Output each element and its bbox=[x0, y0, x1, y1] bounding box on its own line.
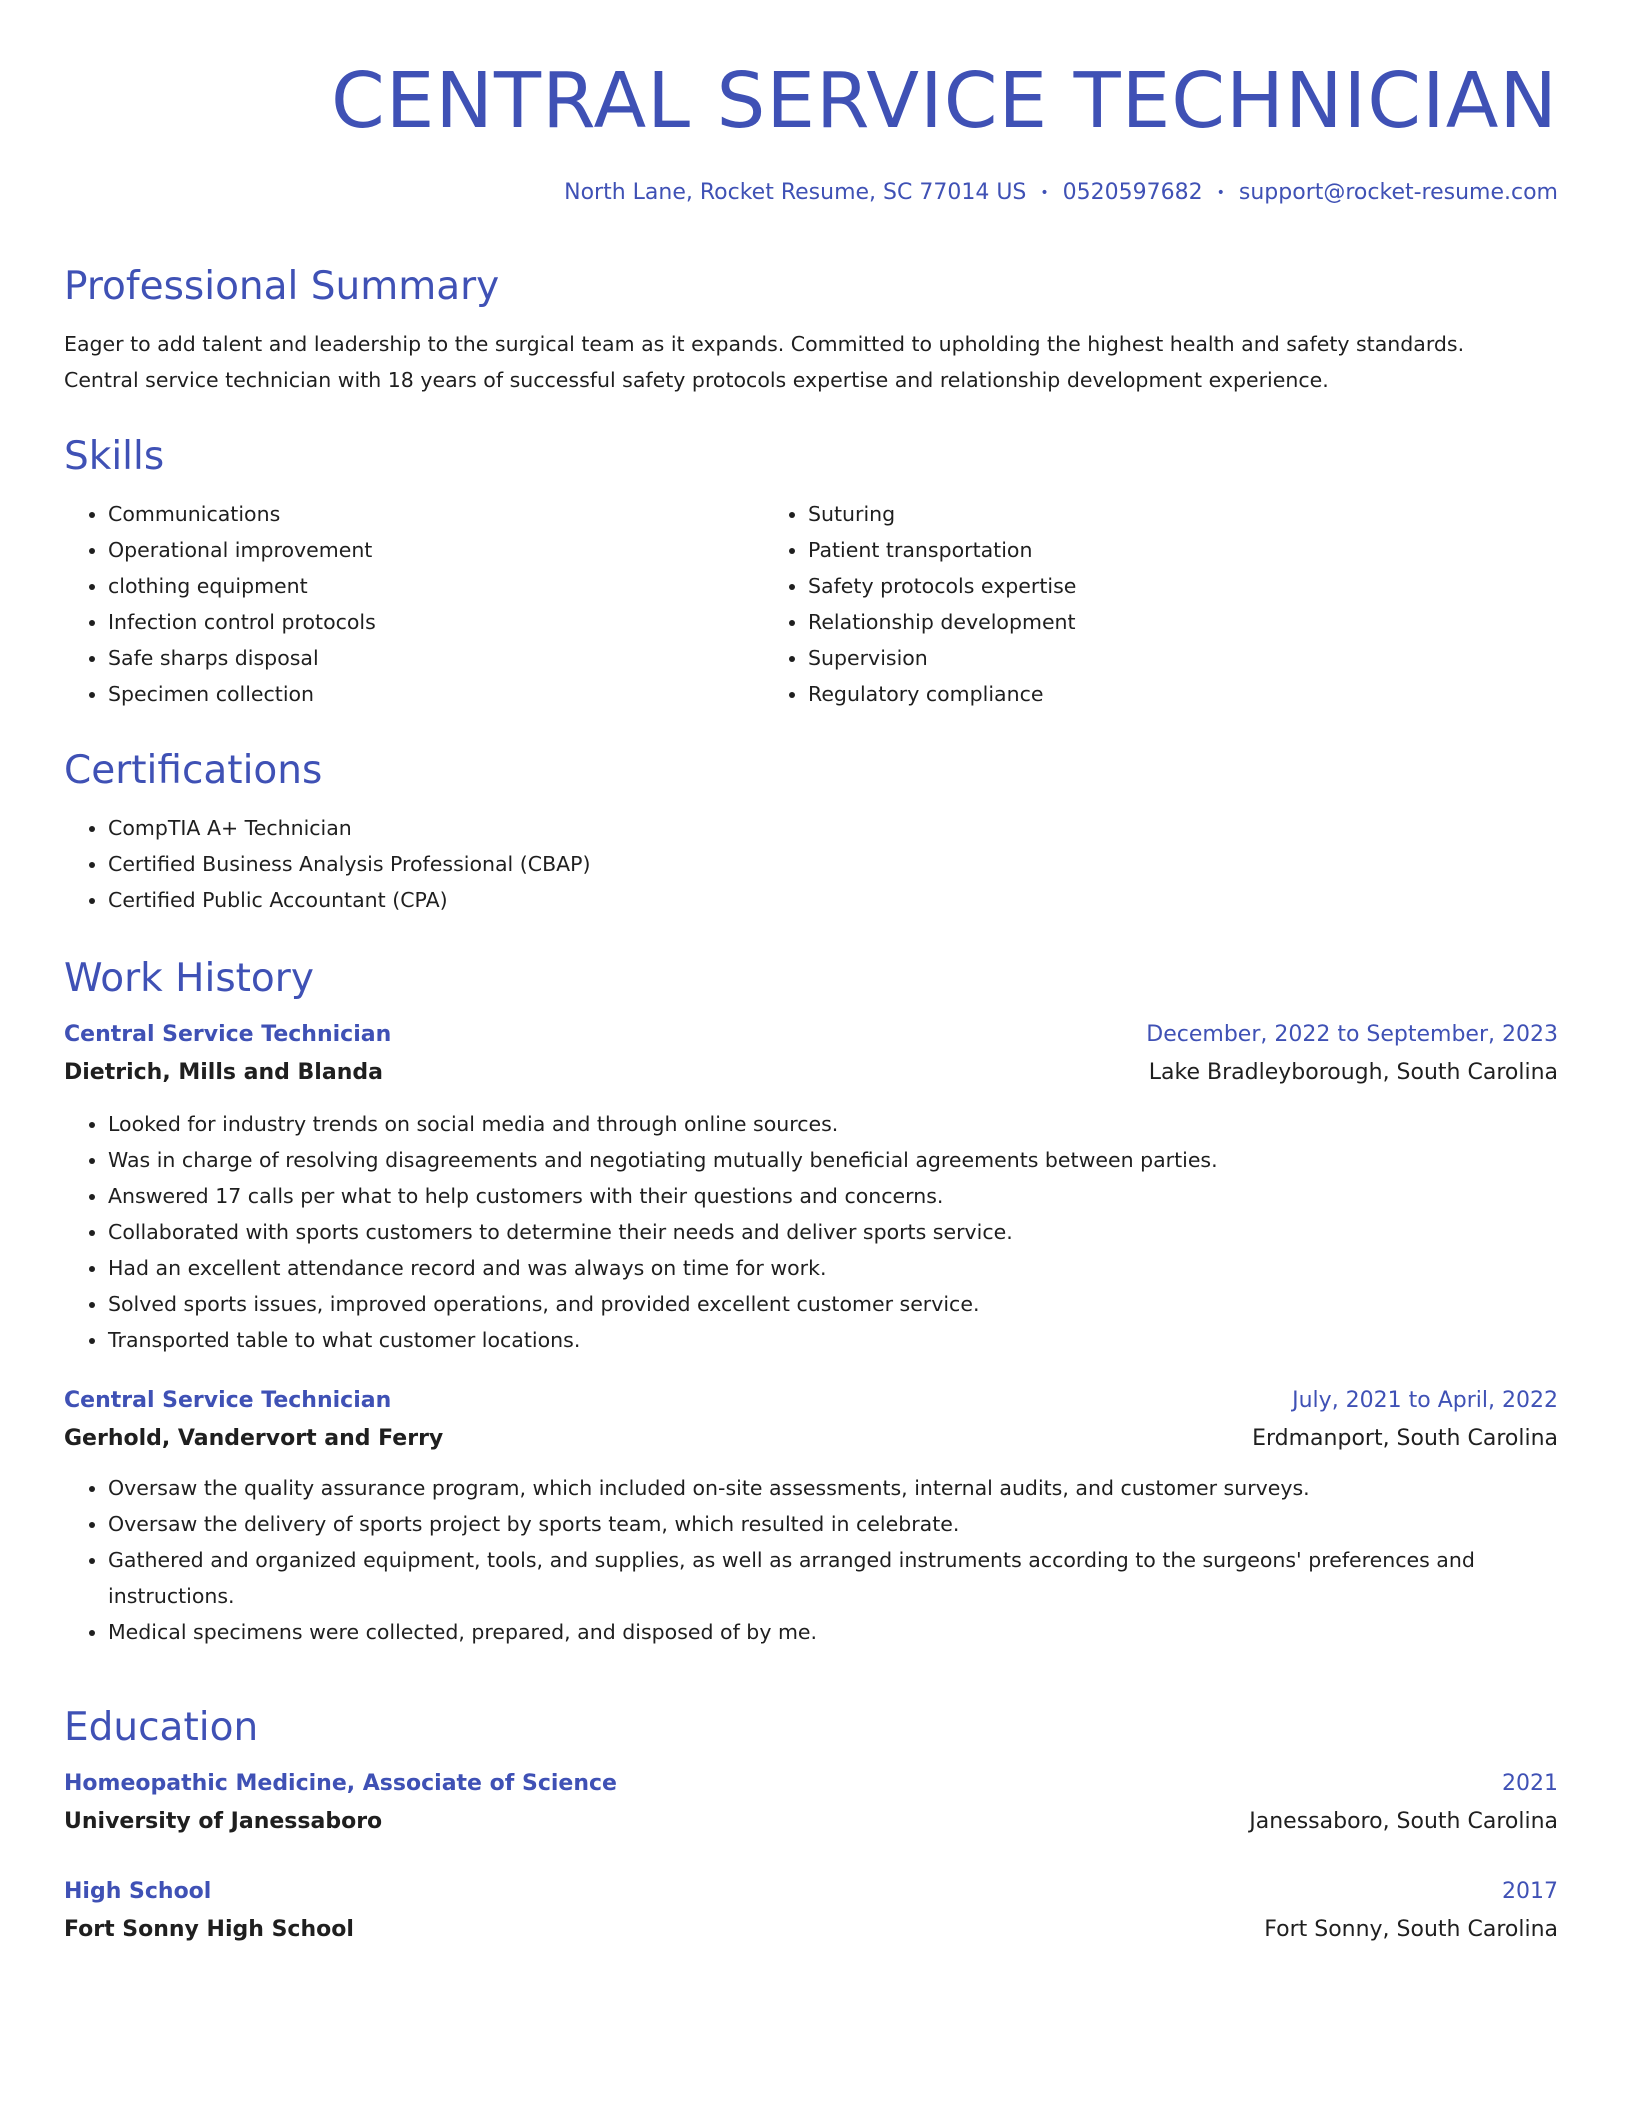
contact-line bbox=[64, 178, 1558, 208]
skills-list-left bbox=[64, 496, 758, 712]
skills-section bbox=[64, 432, 1558, 712]
education-entry bbox=[64, 1765, 1558, 1841]
education-header-row bbox=[64, 1765, 1558, 1803]
job-duty: • Gathered and organized equipment, tools, and supplies, as well as arranged instruments according to the surgeons' preferences and instructions. bbox=[108, 1542, 1558, 1614]
skills-grid bbox=[64, 496, 1558, 712]
job-duty: • Answered 17 calls per what to help customers with their questions and concerns. bbox=[108, 1178, 1558, 1214]
education-degree: High School bbox=[64, 1879, 212, 1904]
education-location: Fort Sonny, South Carolina bbox=[1264, 1917, 1558, 1942]
education-heading: Education bbox=[64, 1705, 259, 1750]
education-section bbox=[64, 1703, 1558, 1949]
certifications-heading: Certifications bbox=[64, 748, 323, 793]
education-school: University of Janessaboro bbox=[64, 1809, 383, 1834]
job-title: Central Service Technician bbox=[64, 1388, 392, 1413]
education-school: Fort Sonny High School bbox=[64, 1917, 354, 1942]
contact-separator: • bbox=[1216, 185, 1225, 201]
page-title: CENTRAL SERVICE TECHNICIAN bbox=[331, 57, 1558, 146]
job-company-row bbox=[64, 1054, 1558, 1092]
job-duties-list bbox=[64, 1106, 1558, 1358]
work-history-heading: Work History bbox=[64, 956, 314, 1001]
job-duty: • Transported table to what customer locations. bbox=[108, 1322, 1558, 1358]
job-dates: July, 2021 to April, 2022 bbox=[1292, 1388, 1558, 1413]
summary-heading: Professional Summary bbox=[64, 264, 500, 309]
skills-list-right bbox=[758, 496, 1452, 712]
job-duty: • Medical specimens were collected, prepared, and disposed of by me. bbox=[108, 1614, 1558, 1650]
education-school-row bbox=[64, 1803, 1558, 1841]
resume-header bbox=[64, 0, 1558, 208]
certification-item: • CompTIA A+ Technician bbox=[108, 810, 1558, 846]
education-header-row bbox=[64, 1873, 1558, 1911]
job-duties-list bbox=[64, 1470, 1558, 1650]
skill-item: • Regulatory compliance bbox=[808, 676, 1452, 712]
job-duty: • Oversaw the delivery of sports project by sports team, which resulted in celebrate. bbox=[108, 1506, 1558, 1542]
job-duty: • Was in charge of resolving disagreements and negotiating mutually beneficial agreements between parties. bbox=[108, 1142, 1558, 1178]
education-location: Janessaboro, South Carolina bbox=[1249, 1809, 1558, 1834]
skill-item: • Operational improvement bbox=[108, 532, 758, 568]
job-entry bbox=[64, 1016, 1558, 1358]
education-degree: Homeopathic Medicine, Associate of Science bbox=[64, 1771, 617, 1796]
summary-line: Central service technician with 18 years of successful safety protocols expertise and relationship development experience. bbox=[64, 368, 1329, 392]
skill-item: • Suturing bbox=[808, 496, 1452, 532]
job-title: Central Service Technician bbox=[64, 1022, 392, 1047]
job-header-row bbox=[64, 1016, 1558, 1054]
certification-item: • Certified Public Accountant (CPA) bbox=[108, 882, 1558, 918]
certifications-section bbox=[64, 746, 1558, 918]
job-duty: • Looked for industry trends on social media and through online sources. bbox=[108, 1106, 1558, 1142]
education-entry bbox=[64, 1873, 1558, 1949]
job-header-row bbox=[64, 1382, 1558, 1420]
contact-phone: 0520597682 bbox=[1062, 180, 1203, 205]
education-year: 2017 bbox=[1502, 1879, 1558, 1904]
skill-item: • Relationship development bbox=[808, 604, 1452, 640]
contact-separator: • bbox=[1040, 185, 1049, 201]
skill-item: • Safety protocols expertise bbox=[808, 568, 1452, 604]
skills-heading: Skills bbox=[64, 434, 165, 479]
job-entry bbox=[64, 1382, 1558, 1650]
job-duty: • Oversaw the quality assurance program, which included on-site assessments, internal audits, and customer surveys. bbox=[108, 1470, 1558, 1506]
job-location: Erdmanport, South Carolina bbox=[1252, 1426, 1558, 1451]
contact-email: support@rocket-resume.com bbox=[1238, 180, 1558, 205]
skill-item: • Infection control protocols bbox=[108, 604, 758, 640]
summary-line: Eager to add talent and leadership to the surgical team as it expands. Committed to upholding the highest health and safety standards. bbox=[64, 332, 1465, 356]
skill-item: • Safe sharps disposal bbox=[108, 640, 758, 676]
skill-item: • Supervision bbox=[808, 640, 1452, 676]
job-company-row bbox=[64, 1420, 1558, 1458]
skill-item: • Patient transportation bbox=[808, 532, 1452, 568]
job-duty: • Had an excellent attendance record and was always on time for work. bbox=[108, 1250, 1558, 1286]
job-duty: • Collaborated with sports customers to determine their needs and deliver sports service. bbox=[108, 1214, 1558, 1250]
job-company: Gerhold, Vandervort and Ferry bbox=[64, 1426, 444, 1451]
job-dates: December, 2022 to September, 2023 bbox=[1146, 1022, 1558, 1047]
work-history-section bbox=[64, 954, 1558, 1650]
education-year: 2021 bbox=[1502, 1771, 1558, 1796]
job-duty: • Solved sports issues, improved operations, and provided excellent customer service. bbox=[108, 1286, 1558, 1322]
certifications-list bbox=[64, 810, 1558, 918]
contact-address: North Lane, Rocket Resume, SC 77014 US bbox=[564, 180, 1027, 205]
education-school-row bbox=[64, 1911, 1558, 1949]
skill-item: • Specimen collection bbox=[108, 676, 758, 712]
skill-item: • Communications bbox=[108, 496, 758, 532]
job-location: Lake Bradleyborough, South Carolina bbox=[1148, 1060, 1558, 1085]
summary-section bbox=[64, 262, 1558, 398]
skill-item: • clothing equipment bbox=[108, 568, 758, 604]
certification-item: • Certified Business Analysis Professional (CBAP) bbox=[108, 846, 1558, 882]
job-company: Dietrich, Mills and Blanda bbox=[64, 1060, 383, 1085]
